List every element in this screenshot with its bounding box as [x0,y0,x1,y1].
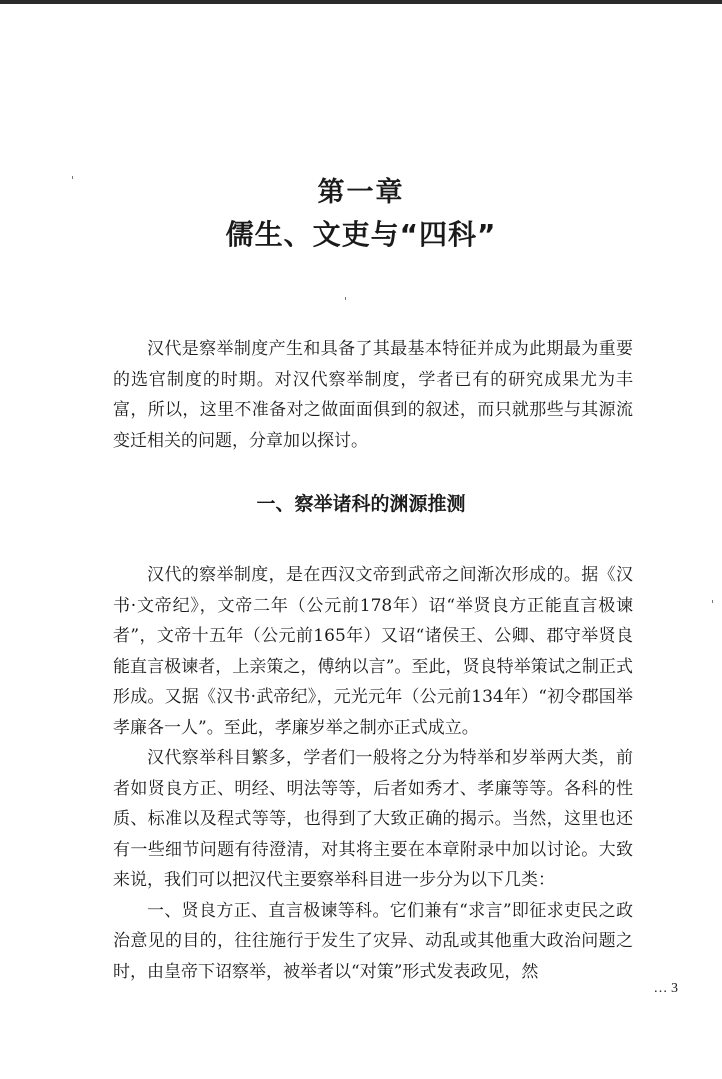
section-heading: 一、察举诸科的渊源推测 [256,493,466,515]
page-number: … 3 [653,981,678,996]
top-border-rule [0,0,722,4]
section-body [113,560,633,987]
chapter-title: 儒生、文吏与“四科” [225,218,497,251]
intro-paragraph: 汉代是察举制度产生和具备了其最基本特征并成为此期最为重要的选官制度的时期。对汉代察举制度，学者已有的研究成果尤为丰富，所以，这里不准备对之做面面俱到的叙述，而只就那些与其源流变迁相关的问题，分章加以探讨。 [113,339,633,451]
body-paragraph: 汉代察举科目繁多，学者们一般将之分为特举和岁举两大类，前者如贤良方正、明经、明法等等，后者如秀才、孝廉等等。各科的性质、标准以及程式等等，也得到了大致正确的揭示。当然，这里也还有一些细节问题有待澄清，对其将主要在本章附录中加以讨论。大致来说，我们可以把汉代主要察举科目进一步分为以下几类： [113,748,633,890]
body-paragraph: 汉代的察举制度，是在西汉文帝到武帝之间渐次形成的。据《汉书·文帝纪》，文帝二年（公元前178年）诏“举贤良方正能直言极谏者”，文帝十五年（公元前165年）又诏“诸侯王、公卿、郡守举贤良能直言极谏者，上亲策之，傅纳以言”。至此，贤良特举策试之制正式形成。又据《汉书·武帝纪》，元光元年（公元前134年）“初令郡国举孝廉各一人”。至此，孝廉岁举之制亦正式成立。 [113,565,633,738]
scan-speck [712,600,713,603]
chapter-label: 第一章 [317,177,405,208]
scan-speck [345,297,346,300]
body-paragraph: 一、贤良方正、直言极谏等科。它们兼有“求言”即征求吏民之政治意见的目的，往往施行于发生了灾异、动乱或其他重大政治问题之时，由皇帝下诏察举，被举者以“对策”形式发表政见，然 [113,900,633,982]
